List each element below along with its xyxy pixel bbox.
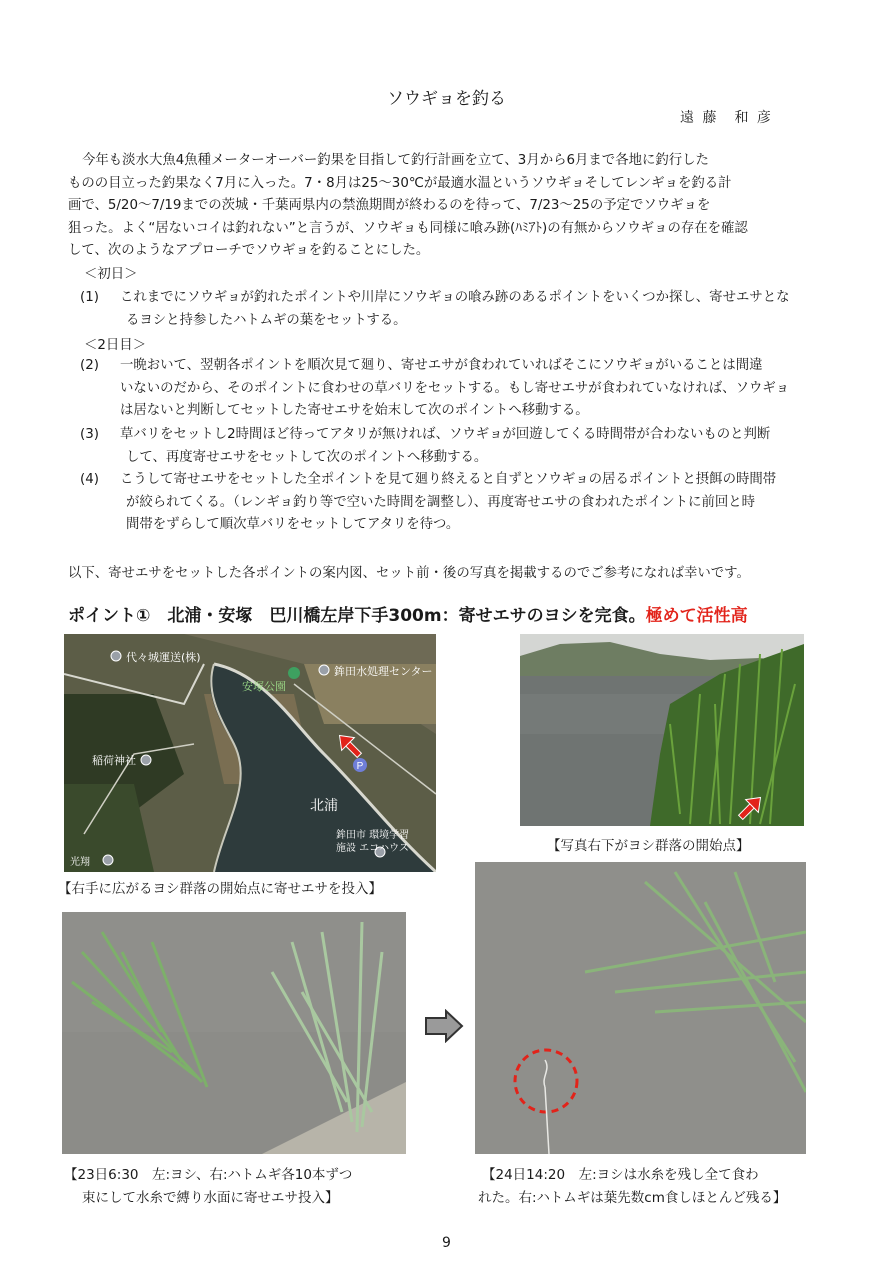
step-line: いないのだから、そのポイントに食わせの草バリをセットする。もし寄せエサが食われていなければ、ソウギョ — [120, 380, 790, 396]
point-heading-highlight: 極めて活性高 — [645, 606, 748, 626]
map-caption: 【右手に広がるヨシ群落の開始点に寄せエサを投入】 — [58, 881, 382, 897]
point-heading-text: ポイント① 北浦・安塚 巴川橋左岸下手300m：寄せエサのヨシを完食。 — [68, 606, 646, 626]
map-label-company: 代々城運送(株) — [126, 651, 201, 664]
step-number: (2) — [80, 358, 99, 373]
step-line: 間帯をずらして順次草バリをセットしてアタリを待つ。 — [126, 517, 460, 532]
step-line: 草バリをセットし2時間ほど待ってアタリが無ければ、ソウギョが回遊してくる時間帯が合わないものと判断 — [120, 427, 771, 442]
map-label-kosho: 光翔 — [70, 857, 90, 868]
map-label-plant: 鉾田水処理センター — [334, 665, 433, 678]
shore-photo-graphic — [520, 634, 804, 826]
map-label-facility: 施設 エコハウス — [336, 843, 409, 854]
after-photo — [475, 862, 806, 1154]
step-4 — [80, 469, 840, 537]
step-3 — [80, 424, 840, 469]
location-map — [64, 634, 436, 872]
before-photo — [62, 912, 406, 1154]
author-name: 遠 藤 和 彦 — [680, 110, 773, 126]
before-caption-line1: 【23日6:30 左:ヨシ、右:ハトムギ各10本ずつ — [64, 1167, 353, 1183]
intro-line: 今年も淡水大魚4魚種メーターオーバー釣果を目指して釣行計画を立て、3月から6月まで各地に釣行した — [82, 153, 709, 168]
after-caption-line1: 【24日14:20 左:ヨシは水糸を残し全て食わ — [482, 1167, 759, 1183]
map-label-facility: 鉾田市 環境学習 — [336, 830, 410, 841]
intro-paragraph — [68, 150, 828, 263]
intro-line: ものの目立った釣果なく7月に入った。7・8月は25～30℃が最適水温というソウギョそしてレンギョを釣る計 — [68, 175, 732, 191]
step-number: (4) — [80, 472, 99, 487]
parking-symbol: P — [356, 761, 364, 772]
step-line: こうして寄せエサをセットした全ポイントを見て廻り終えると自ずとソウギョの居るポイントと摂餌の時間帯 — [120, 472, 777, 487]
step-number: (3) — [80, 427, 99, 442]
day2-label: ＜2日目＞ — [84, 338, 147, 353]
step-line: るヨシと持参したハトムギの葉をセットする。 — [126, 312, 407, 328]
right-arrow-icon — [424, 1009, 464, 1043]
after-caption-line2: れた。右:ハトムギは葉先数cm食しほとんど残る】 — [478, 1190, 787, 1206]
map-label-lake: 北浦 — [310, 798, 338, 814]
step-line: 一晩おいて、翌朝各ポイントを順次見て廻り、寄せエサが食われていればそこにソウギョがいることは間違 — [120, 358, 763, 373]
shore-photo-caption: 【写真右下がヨシ群落の開始点】 — [547, 838, 750, 854]
intro-line: 狙った。よく“居ないコイは釣れない”と言うが、ソウギョも同様に喰み跡(ﾊﾐｱﾄ)の有無からソウギョの存在を確認 — [68, 220, 748, 236]
step-line: して、再度寄せエサをセットして次のポイントへ移動する。 — [126, 449, 488, 465]
closing-sentence: 以下、寄せエサをセットした各ポイントの案内図、セット前・後の写真を掲載するのでご参考になれば幸いです。 — [68, 566, 750, 581]
before-photo-graphic — [62, 912, 406, 1154]
step-line: これまでにソウギョが釣れたポイントや川岸にソウギョの喰み跡のあるポイントをいくつか探し、寄せエサとな — [120, 290, 790, 305]
intro-line: 画で、5/20～7/19までの茨城・千葉両県内の禁漁期間が終わるのを待って、7/23～25の予定でソウギョを — [68, 198, 711, 213]
day1-label: ＜初日＞ — [84, 267, 138, 282]
step-2 — [80, 355, 840, 423]
map-label-park: 安塚公園 — [242, 680, 286, 693]
page-number: 9 — [442, 1235, 451, 1251]
step-line: は居ないと判断してセットした寄せエサを始末して次のポイントへ移動する。 — [120, 403, 589, 418]
step-number: (1) — [80, 290, 99, 305]
shore-photo — [520, 634, 804, 826]
intro-line: して、次のようなアプローチでソウギョを釣ることにした。 — [68, 243, 430, 258]
step-1 — [80, 287, 840, 332]
map-label-shrine: 稲荷神社 — [92, 754, 136, 767]
after-photo-graphic — [475, 862, 806, 1154]
document-title: ソウギョを釣る — [387, 89, 506, 109]
map-graphic — [64, 634, 436, 872]
point-heading — [68, 601, 748, 626]
step-line: が絞られてくる。（レンギョ釣り等で空いた時間を調整し）、再度寄せエサの食われたポイントに前回と時 — [126, 494, 756, 510]
before-caption-line2: 束にして水糸で縛り水面に寄せエサ投入】 — [82, 1190, 339, 1206]
